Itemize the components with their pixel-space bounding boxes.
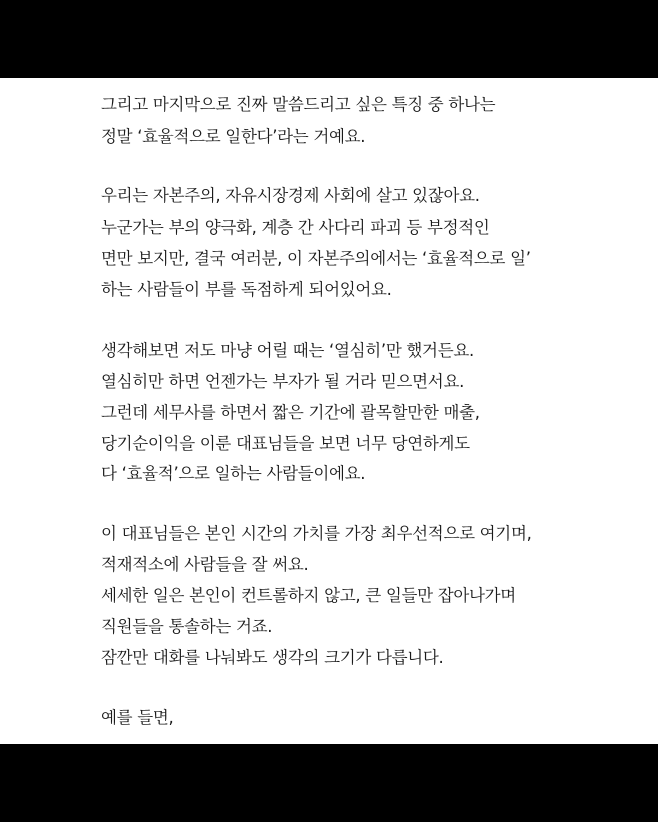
text-line: 하는 사람들이 부를 독점하게 되어있어요. <box>101 280 392 299</box>
text-line: 그리고 마지막으로 진짜 말씀드리고 싶은 특징 중 하나는 <box>101 95 496 114</box>
text-line: 적재적소에 사람들을 잘 써요. <box>101 555 309 574</box>
text-line: 다 ‘효율적’으로 일하는 사람들이에요. <box>101 464 366 483</box>
text-panel <box>0 78 658 744</box>
text-line: 세세한 일은 본인이 컨트롤하지 않고, 큰 일들만 잡아나가며 <box>101 586 516 605</box>
text-line: 예를 들면, <box>101 708 174 727</box>
text-line: 우리는 자본주의, 자유시장경제 사회에 살고 있잖아요. <box>101 186 480 205</box>
text-line: 누군가는 부의 양극화, 계층 간 사다리 파괴 등 부정적인 <box>101 218 490 237</box>
text-line: 이 대표님들은 본인 시간의 가치를 가장 최우선적으로 여기며, <box>101 524 532 543</box>
text-line: 당기순이익을 이룬 대표님들을 보면 너무 당연하게도 <box>101 434 470 453</box>
text-line: 직원들을 통솔하는 거죠. <box>101 617 273 636</box>
text-line: 열심히만 하면 언젠가는 부자가 될 거라 믿으면서요. <box>101 372 465 391</box>
text-line: 잠깐만 대화를 나눠봐도 생각의 크기가 다릅니다. <box>101 648 444 667</box>
text-line: 정말 ‘효율적으로 일한다’라는 거예요. <box>101 127 366 146</box>
text-line: 그런데 세무사를 하면서 짧은 기간에 괄목할만한 매출, <box>101 403 480 422</box>
text-line: 면만 보지만, 결국 여러분, 이 자본주의에서는 ‘효율적으로 일’ <box>101 249 531 268</box>
text-line: 생각해보면 저도 마냥 어릴 때는 ‘열심히’만 했거든요. <box>101 341 474 360</box>
